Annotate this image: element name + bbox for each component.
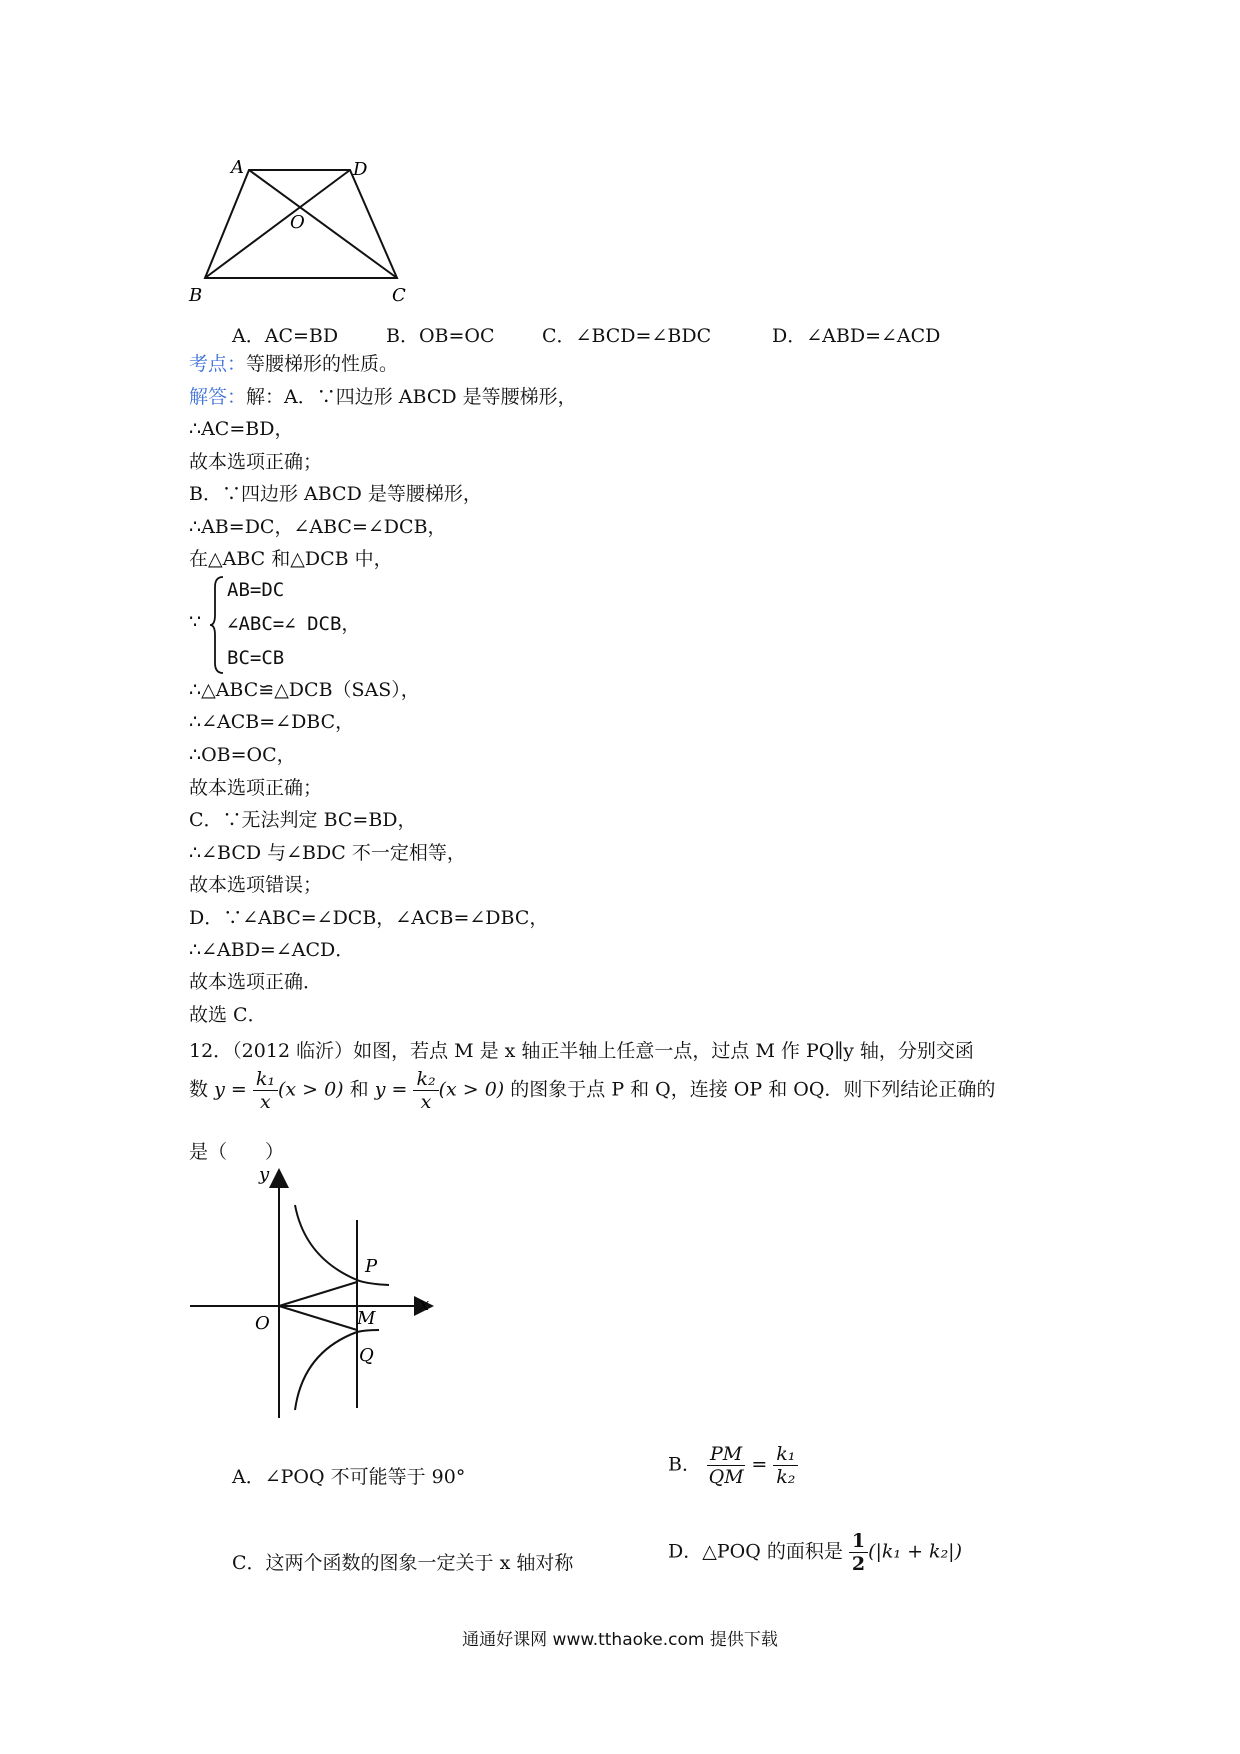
solution-line: ∴AB=DC，∠ABC=∠DCB， — [189, 516, 447, 538]
brace-line-1: AB=DC — [227, 579, 285, 601]
q12-pre: 数 — [189, 1078, 209, 1101]
solution-line: 在△ABC 和△DCB 中， — [189, 548, 393, 570]
vertex-A: A — [231, 157, 244, 178]
formula-2-fraction — [413, 1068, 438, 1113]
point-Q-label: Q — [359, 1345, 374, 1366]
q12-option-b — [668, 1443, 798, 1488]
kaodian-text: 等腰梯形的性质。 — [246, 353, 399, 375]
formula-2-lhs: y = — [374, 1078, 408, 1101]
point-P-label: P — [365, 1256, 378, 1277]
q12-option-d — [668, 1530, 962, 1575]
solution-line: ∴∠BCD 与∠BDC 不一定相等， — [189, 842, 466, 864]
frac-den: x — [260, 1091, 271, 1113]
jieda-label: 解答： — [189, 386, 247, 408]
option-d-label: D．△POQ 的面积是 — [668, 1540, 843, 1563]
option-b-right-fraction — [773, 1443, 798, 1488]
frac-den: k₂ — [776, 1466, 796, 1488]
jieda-text: 解：A．∵四边形 ABCD 是等腰梯形， — [246, 386, 577, 408]
kaodian-label: 考点： — [189, 353, 247, 375]
q11-option-b: B．OB=OC — [386, 325, 495, 347]
option-d-fraction — [849, 1530, 868, 1575]
option-b-label: B． — [668, 1453, 701, 1476]
solution-line: 故本选项正确； — [189, 451, 323, 473]
solution-line: ∴AC=BD， — [189, 418, 294, 440]
page-footer: 通通好课网 www.tthaoke.com 提供下载 — [462, 1630, 778, 1650]
solution-line: ∴∠ACB=∠DBC， — [189, 711, 355, 733]
frac-den: QM — [708, 1466, 744, 1488]
vertex-O: O — [290, 212, 305, 233]
solution-line: ∴∠ABD=∠ACD． — [189, 939, 355, 961]
frac-num: k₁ — [773, 1443, 798, 1466]
vertex-C: C — [392, 285, 406, 306]
q11-option-c: C．∠BCD=∠BDC — [542, 325, 712, 347]
q11-option-a: A．AC=BD — [232, 325, 339, 347]
frac-num: k₂ — [413, 1068, 438, 1091]
frac-num: 1 — [849, 1530, 868, 1553]
axis-y-label: y — [259, 1164, 270, 1185]
brace-line-2: ∠ABC=∠ DCB， — [227, 613, 361, 635]
frac-num: k₁ — [253, 1068, 278, 1091]
q12-post: 的图象于点 P 和 Q，连接 OP 和 OQ．则下列结论正确的 — [510, 1078, 996, 1101]
trapezoid-figure — [185, 155, 415, 315]
kaodian-line — [189, 352, 398, 376]
congruence-system — [189, 573, 429, 675]
option-b-equals: = — [751, 1453, 768, 1476]
option-d-expr: (|k₁ + k₂|) — [868, 1540, 962, 1563]
solution-line: 故选 C． — [189, 1004, 267, 1026]
solution-line: 故本选项正确． — [189, 971, 323, 993]
formula-2-domain: (x > 0) — [438, 1078, 505, 1101]
solution-line: ∴△ABC≌△DCB（SAS）， — [189, 679, 420, 701]
solution-line: B．∵四边形 ABCD 是等腰梯形， — [189, 483, 482, 505]
q12-line-1: 12．（2012 临沂）如图，若点 M 是 x 轴正半轴上任意一点，过点 M 作 PQ∥y 轴，分别交函 — [189, 1040, 974, 1062]
formula-1-lhs: y = — [214, 1078, 247, 1101]
q12-line-3: 是（ ） — [189, 1141, 285, 1163]
q12-option-c: C．这两个函数的图象一定关于 x 轴对称 — [232, 1552, 574, 1574]
q12-mid: 和 — [349, 1078, 369, 1101]
solution-line: 故本选项错误； — [189, 874, 323, 896]
option-b-left-fraction — [707, 1443, 745, 1488]
axis-x-label: x — [419, 1294, 430, 1315]
solution-line: ∴OB=OC， — [189, 744, 296, 766]
jieda-line — [189, 385, 577, 409]
vertex-B: B — [189, 285, 203, 306]
q11-option-d: D．∠ABD=∠ACD — [772, 325, 941, 347]
because-symbol: ∵ — [189, 611, 202, 633]
solution-line: C．∵无法判定 BC=BD， — [189, 809, 417, 831]
q12-option-a: A．∠POQ 不可能等于 90° — [232, 1466, 466, 1488]
q12-line-2 — [189, 1068, 995, 1113]
frac-num: PM — [707, 1443, 745, 1466]
left-brace — [209, 575, 225, 675]
formula-1-domain: (x > 0) — [277, 1078, 344, 1101]
frac-den: 2 — [851, 1553, 866, 1575]
point-M-label: M — [357, 1308, 376, 1329]
formula-1-fraction — [253, 1068, 278, 1113]
vertex-D: D — [353, 159, 368, 180]
brace-line-3: BC=CB — [227, 647, 285, 669]
frac-den: x — [420, 1091, 432, 1113]
solution-line: 故本选项正确； — [189, 777, 323, 799]
hyperbola-graph — [185, 1160, 445, 1425]
solution-line: D．∵∠ABC=∠DCB，∠ACB=∠DBC， — [189, 907, 549, 929]
origin-label: O — [255, 1313, 270, 1334]
